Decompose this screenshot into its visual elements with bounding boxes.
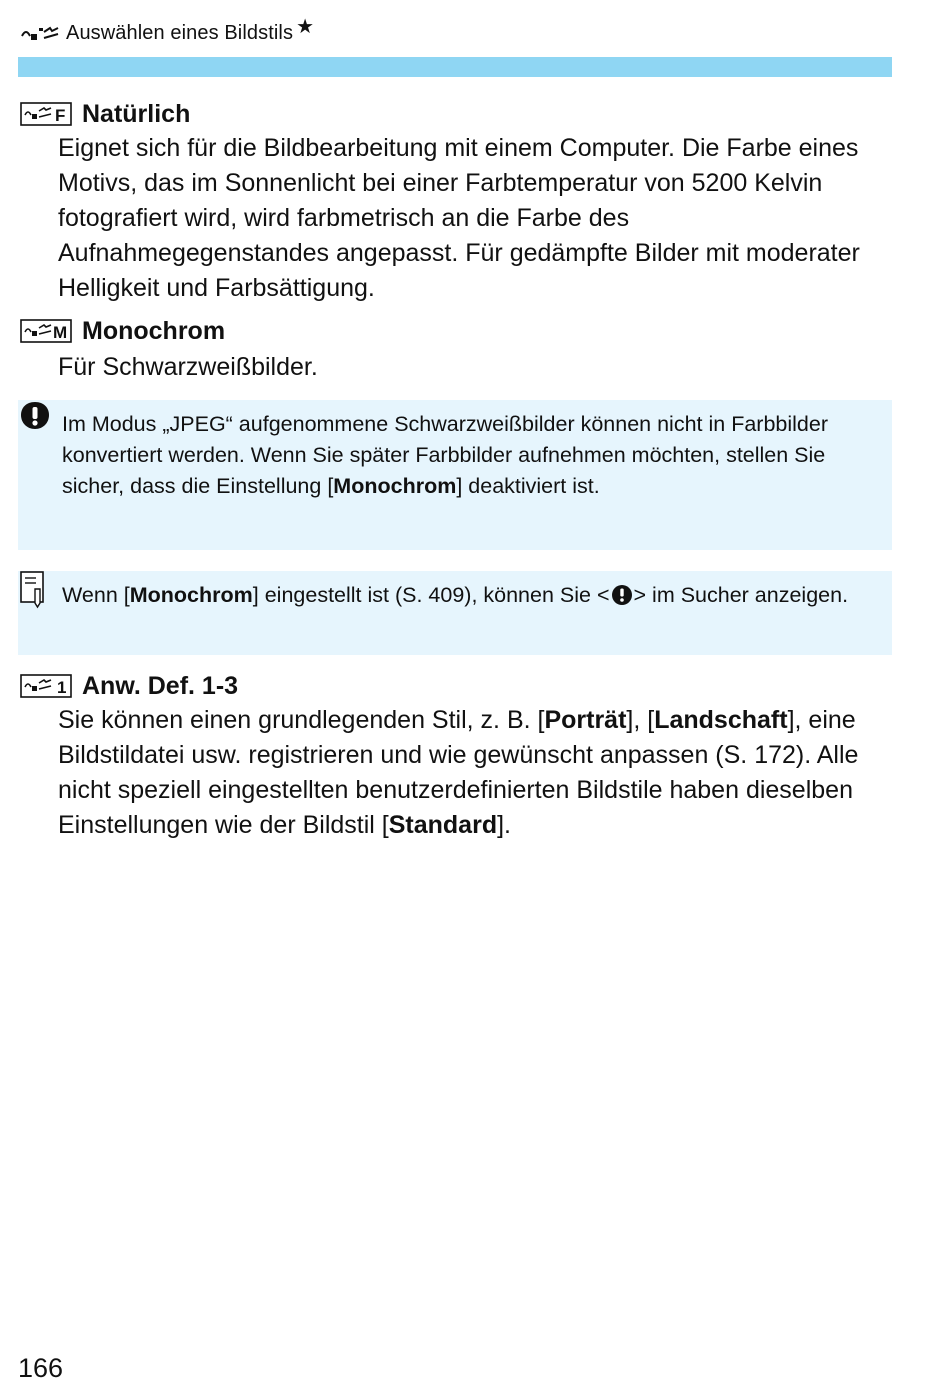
section-heading: Anw. Def. 1-3 bbox=[82, 671, 239, 700]
style-name-standard: Standard bbox=[388, 811, 498, 839]
header-title: Auswählen eines Bildstils bbox=[66, 21, 294, 44]
svg-text:1: 1 bbox=[57, 678, 67, 697]
page-header bbox=[20, 15, 315, 48]
caution-icon bbox=[18, 400, 52, 439]
section-heading: Natürlich bbox=[82, 99, 191, 128]
section-title-user-def bbox=[20, 669, 238, 703]
caution-note-text: Im Modus „JPEG“ aufgenommene Schwarzweißbilder können nicht in Farbbilder konvertiert werden. Wenn Sie später Farbbilder aufnehmen möchten, stellen Sie sicher, dass die Einstellung [Monochrom] deaktiviert ist. bbox=[62, 412, 828, 498]
section-title-natuerlich bbox=[20, 97, 190, 131]
memo-icon bbox=[20, 571, 48, 614]
style-name-landscape: Landschaft bbox=[654, 706, 788, 734]
section-body-user-def: Sie können einen grundlegenden Stil, z. B. [Porträt], [Landschaft], eine Bildstildatei usw. registrieren und wie gewünscht anpassen (S. 172). Alle nicht speziell eingestellten benutzerdefinierten Bildstile haben dieselben Einstellungen wie der Bildstil [Standard]. bbox=[58, 706, 859, 839]
warning-icon bbox=[611, 584, 633, 606]
menu-setting-monochrom: Monochrom bbox=[129, 583, 253, 607]
section-heading: Monochrom bbox=[82, 316, 226, 345]
section-body-monochrom: Für Schwarzweißbilder. bbox=[58, 353, 318, 381]
svg-text:M: M bbox=[53, 323, 68, 342]
section-title-monochrom bbox=[20, 314, 225, 348]
style-name-portrait: Porträt bbox=[544, 706, 627, 734]
section-body-natuerlich: Eignet sich für die Bildbearbeitung mit einem Computer. Die Farbe eines Motivs, das im Sonnenlicht bei einer Farbtemperatur von 5200 Kelvin fotografiert wird, wird farbmetrisch an die Farbe des Aufnahmegegenstandes angepasst. Für gedämpfte Bilder mit moderater Helligkeit und Farbsättigung. bbox=[58, 134, 860, 302]
picture-style-user-def-icon bbox=[20, 674, 72, 698]
header-rule bbox=[18, 57, 892, 77]
picture-style-neutral-icon bbox=[20, 102, 72, 126]
memo-note-text: Wenn [Monochrom] eingestellt ist (S. 409), können Sie < > im Sucher anzeigen. bbox=[62, 583, 849, 607]
caution-note bbox=[18, 400, 892, 550]
svg-text:F: F bbox=[55, 106, 66, 125]
menu-setting-monochrom: Monochrom bbox=[333, 474, 457, 498]
picture-style-monochrome-icon bbox=[20, 319, 72, 343]
memo-note bbox=[18, 571, 892, 655]
advanced-star-icon: ★ bbox=[296, 15, 315, 38]
page-number: 166 bbox=[18, 1353, 64, 1383]
picture-style-icon bbox=[20, 22, 60, 44]
